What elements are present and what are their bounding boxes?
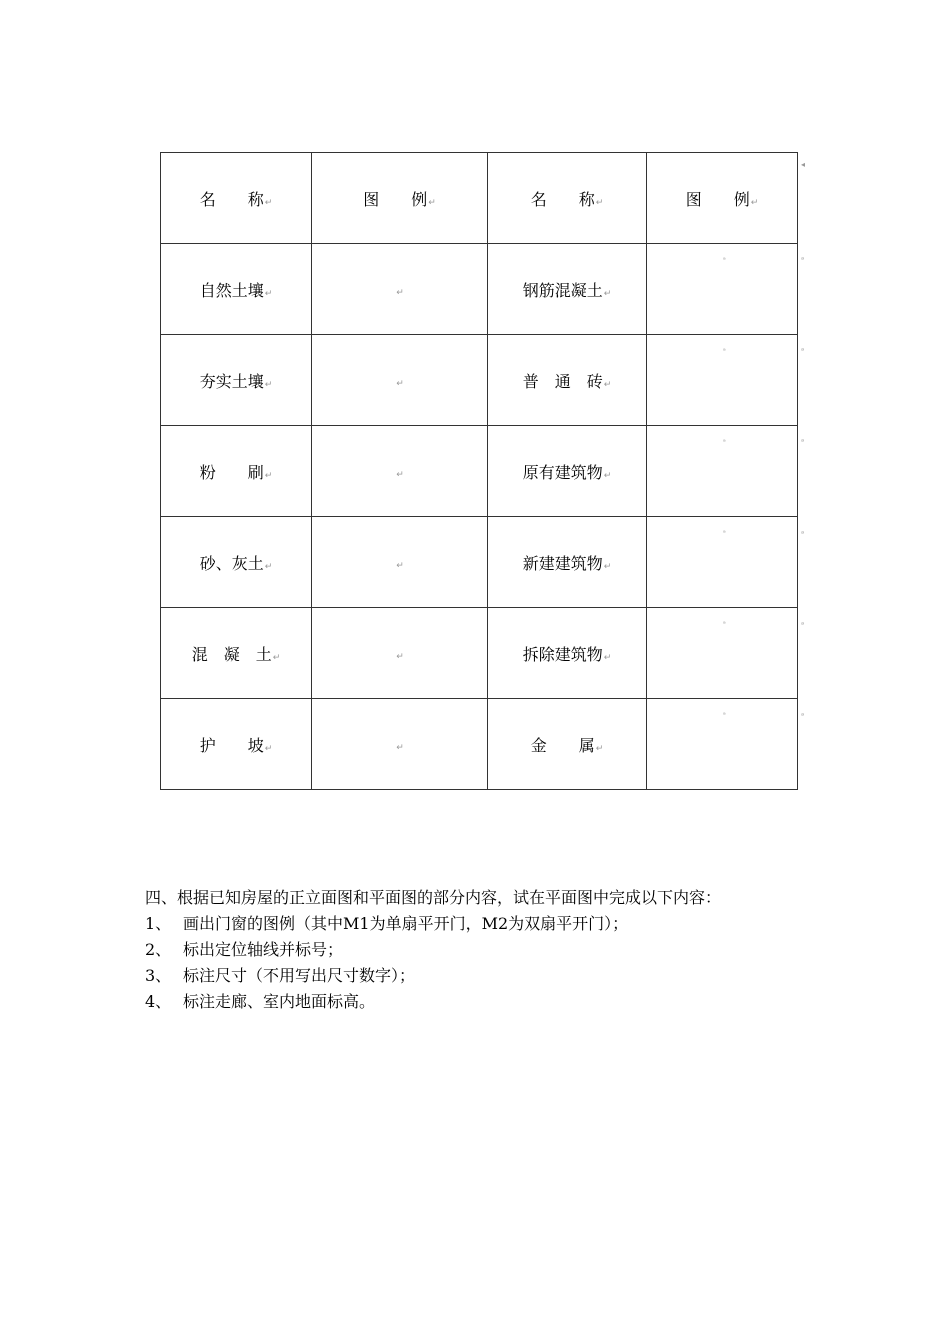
paragraph-mark: ↵ (595, 197, 604, 208)
legend-symbol-cell: ↵ (312, 608, 488, 699)
material-name-cell: 混 凝 土↵ (161, 608, 312, 699)
table-row (161, 244, 798, 335)
legend-symbol-cell: ↵ (312, 426, 488, 517)
material-name-cell: 护 坡↵ (161, 699, 312, 790)
list-item: 1、 画出门窗的图例（其中M1为单扇平开门，M2为双扇平开门）； (145, 914, 629, 933)
list-item: 3、 标注尺寸（不用写出尺寸数字）； (145, 966, 416, 985)
question-heading: 四、根据已知房屋的正立面图和平面图的部分内容，试在平面图中完成以下内容： (145, 888, 722, 907)
material-name-cell: 自然土壤↵ (161, 244, 312, 335)
row-end-mark: ᵃ (801, 711, 805, 720)
legend-symbol-cell: ᵃ (647, 335, 798, 426)
material-name-cell: 拆除建筑物↵ (488, 608, 647, 699)
paragraph-mark: ↵ (264, 197, 273, 208)
row-end-mark: ᵃ (801, 620, 805, 629)
table-row (161, 699, 798, 790)
paragraph-mark: ↵ (750, 197, 759, 208)
header-name-2: 名 称↵ (488, 153, 647, 244)
legend-symbol-cell: ↵ (312, 699, 488, 790)
table-row (161, 335, 798, 426)
legend-symbol-cell: ↵ (312, 517, 488, 608)
legend-symbol-cell: ᵃ (647, 517, 798, 608)
legend-symbol-cell: ↵ (312, 335, 488, 426)
row-end-mark: ᵃ (801, 255, 805, 264)
legend-symbol-cell: ᵃ (647, 244, 798, 335)
row-end-mark: ᵃ (801, 529, 805, 538)
header-name-1: 名 称↵ (161, 153, 312, 244)
table-header-row (161, 153, 798, 244)
material-name-cell: 钢筋混凝土↵ (488, 244, 647, 335)
table-row (161, 608, 798, 699)
legend-symbol-cell: ᵃ (647, 426, 798, 517)
paragraph-mark: ↵ (428, 197, 436, 208)
legend-symbol-cell: ↵ (312, 244, 488, 335)
question-section (145, 885, 845, 1015)
material-name-cell: 新建建筑物↵ (488, 517, 647, 608)
material-name-cell: 原有建筑物↵ (488, 426, 647, 517)
row-end-mark: ᵃ (801, 437, 805, 446)
list-item: 4、 标注走廊、室内地面标高。 (145, 992, 376, 1011)
legend-symbol-cell: ᵃ (647, 699, 798, 790)
table-row (161, 517, 798, 608)
material-name-cell: 普 通 砖↵ (488, 335, 647, 426)
material-name-cell: 金 属↵ (488, 699, 647, 790)
legend-symbol-cell: ᵃ (647, 608, 798, 699)
header-legend-1: 图 例↵ (312, 153, 488, 244)
material-name-cell: 砂、灰土↵ (161, 517, 312, 608)
legend-table (160, 152, 798, 790)
list-item: 2、 标出定位轴线并标号； (145, 940, 344, 959)
row-end-mark: ◂ (801, 160, 806, 169)
table-row (161, 426, 798, 517)
header-legend-2: 图 例↵ (647, 153, 798, 244)
material-name-cell: 粉 刷↵ (161, 426, 312, 517)
material-name-cell: 夯实土壤↵ (161, 335, 312, 426)
row-end-mark: ᵃ (801, 346, 805, 355)
